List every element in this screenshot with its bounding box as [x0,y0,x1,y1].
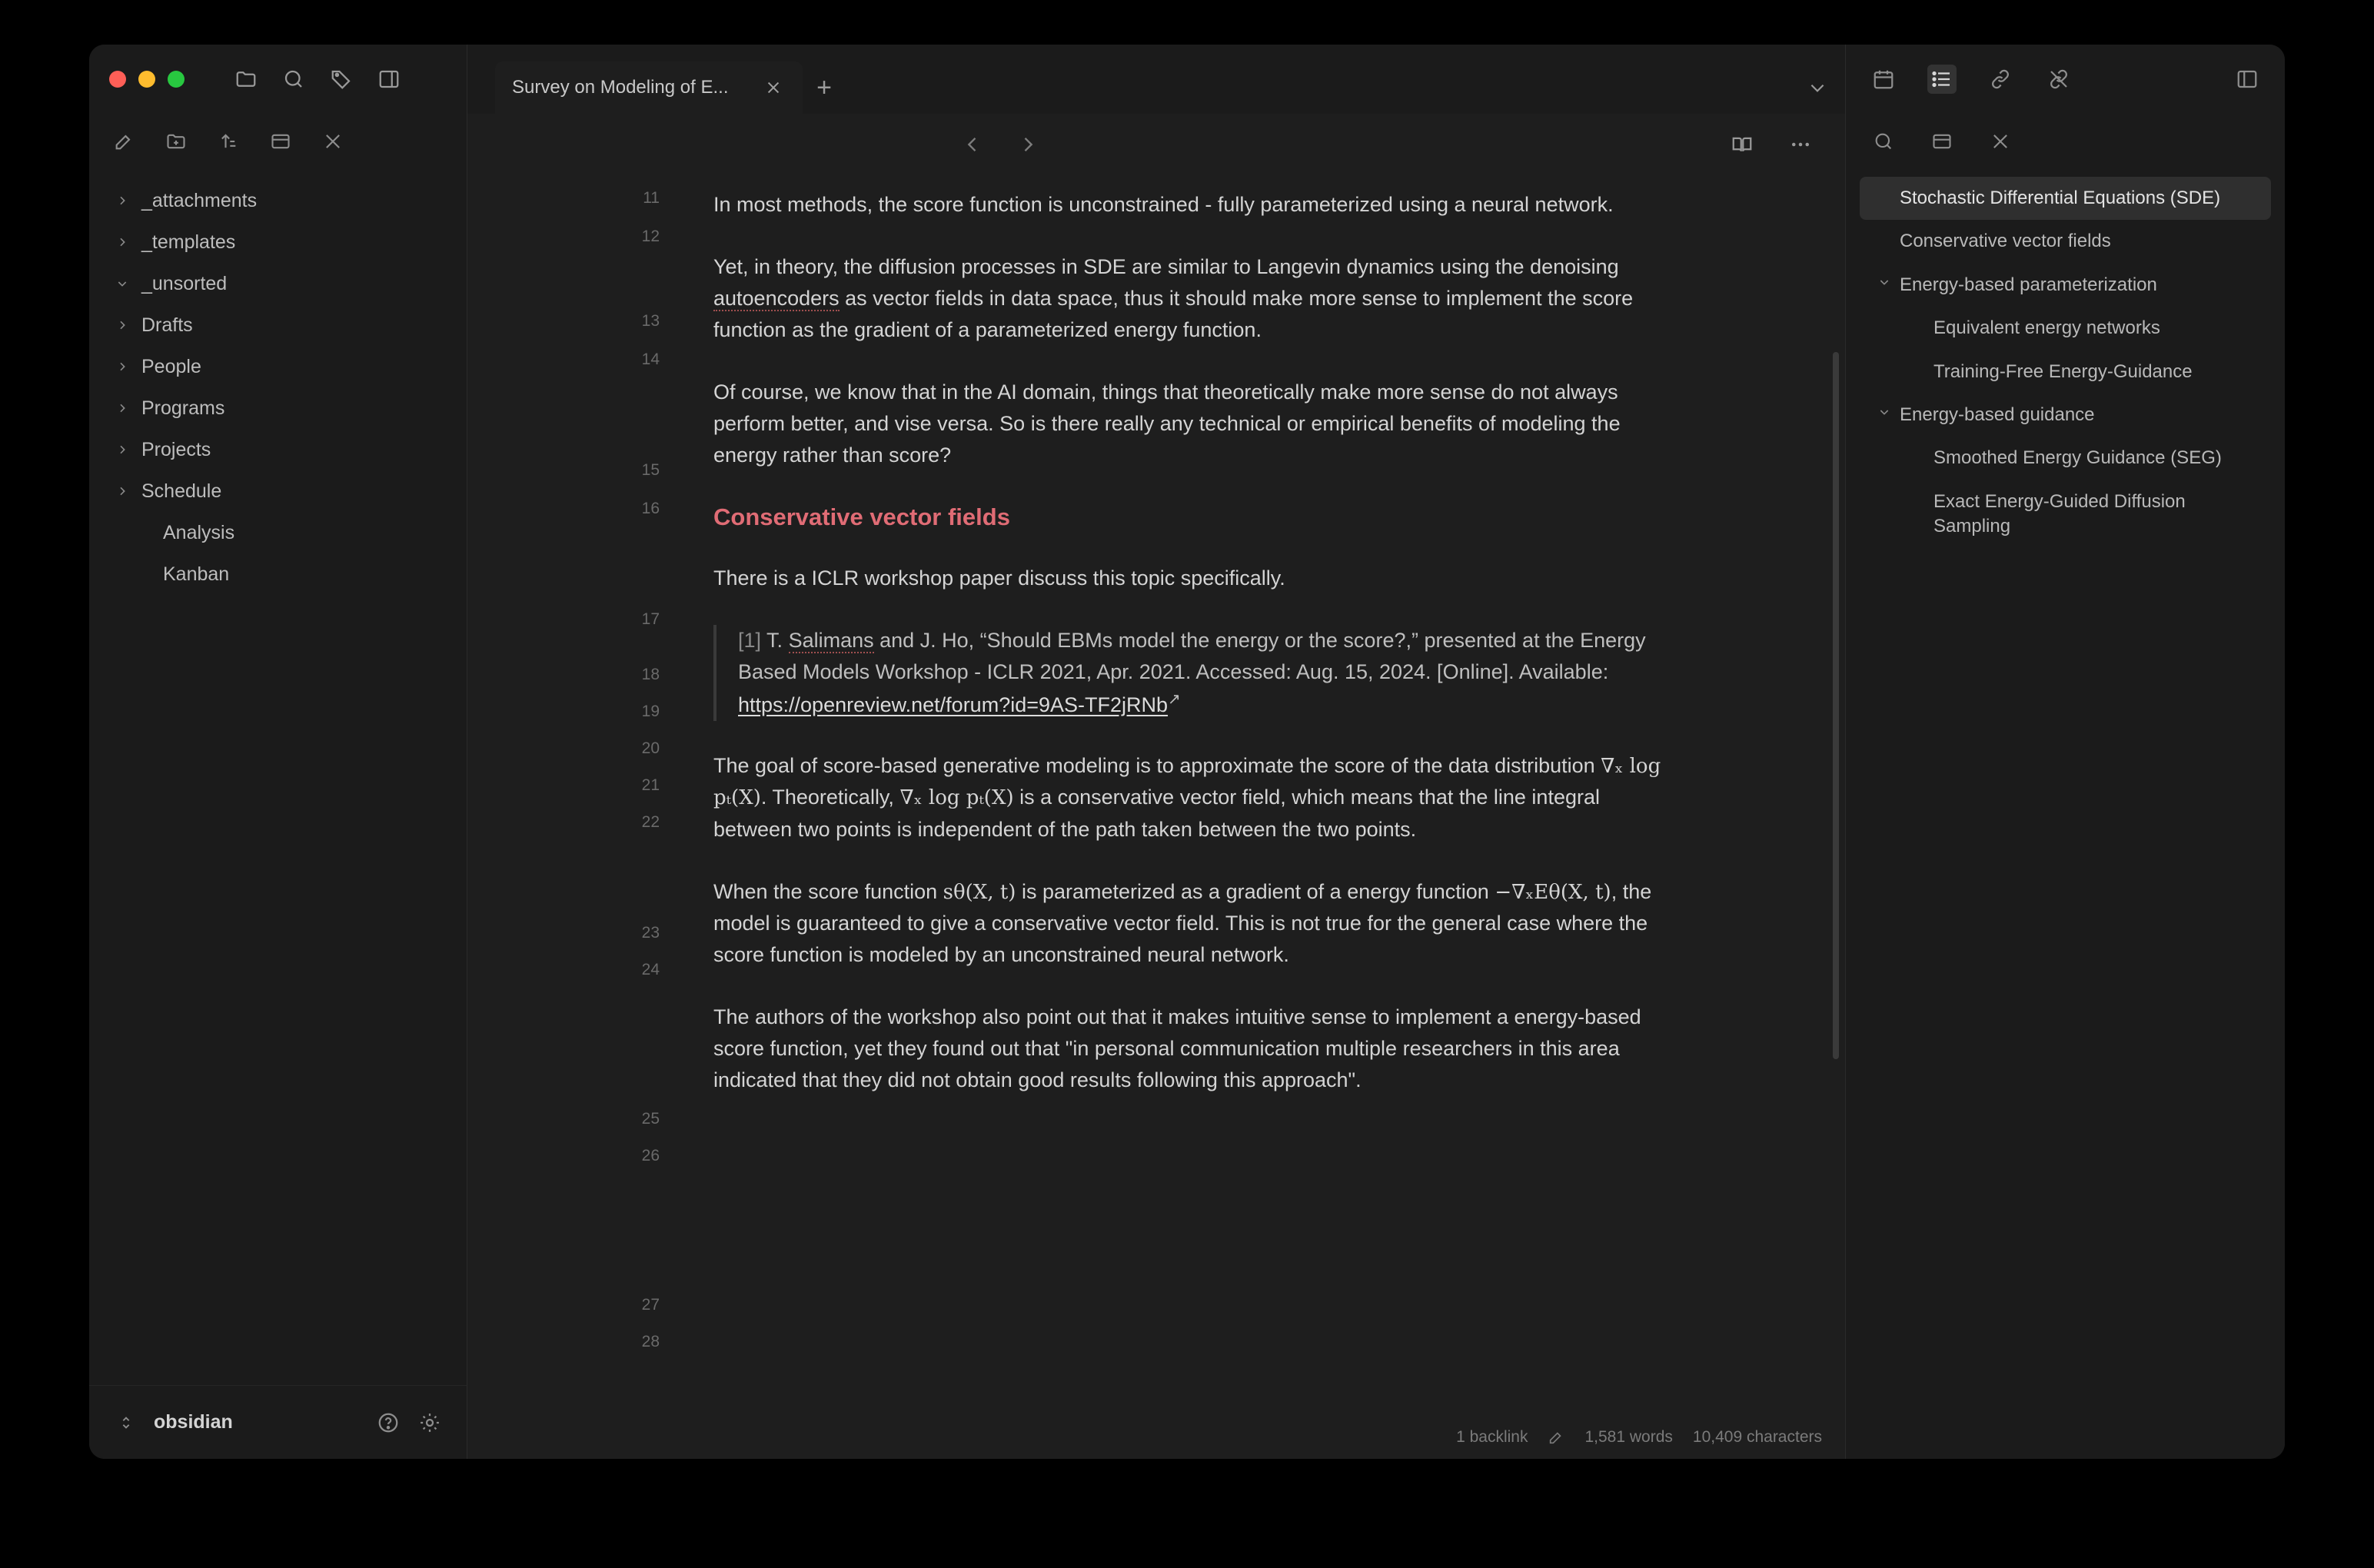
main-area [467,45,1845,1459]
paragraph-text: is a conservative vector field, which means that the line integral between two points is independent of the path taken between the two points. [713,786,1600,841]
obsidian-window [89,45,2285,1459]
line-number: 18 [641,666,660,683]
line-number: 19 [641,703,660,720]
folder-icon[interactable] [232,65,260,93]
external-link-icon: ↗ [1168,690,1181,708]
new-note-icon[interactable] [111,128,137,154]
new-tab-button[interactable]: + [816,72,832,102]
chevron-down-icon[interactable] [1874,273,1895,288]
close-icon[interactable] [761,75,786,100]
outline-item-label: Energy-based parameterization [1900,274,2157,295]
paragraph: Of course, we know that in the AI domain, things that theoretically make more sense do not always perform better, and vise versa. So is there really any technical or empirical benefits of modeling the energy rather than score? [713,380,1621,467]
tree-item-programs[interactable] [89,387,467,429]
toggle-left-sidebar-icon[interactable] [375,65,403,93]
tree-item-people[interactable] [89,346,467,387]
navigation-arrows [959,131,1041,158]
line-number: 15 [641,461,660,479]
document-toolbar-right [1728,131,1814,158]
line-number: 24 [641,961,660,978]
new-folder-icon[interactable] [163,128,189,154]
search-icon[interactable] [1869,127,1898,156]
outline-item-training-free-energy-guidance[interactable] [1860,350,2271,394]
chevron-right-icon[interactable] [111,480,134,503]
tree-item-label: Schedule [141,480,222,502]
outline-item-label: Conservative vector fields [1900,231,2111,252]
arrow-right-icon[interactable] [1015,131,1041,158]
tree-item-label: Analysis [163,521,235,543]
paragraph-text: , the model is guaranteed to give a conservative vector field. This is not true for the general case where the score function is modeled by an unconstrained neural network. [713,879,1652,967]
outline-item-label: Stochastic Differential Equations (SDE) [1900,188,2221,208]
file-tree[interactable] [89,169,467,1385]
collapse-icon[interactable] [1927,127,1957,156]
paragraph: There is a ICLR workshop paper discuss this topic specifically. [713,566,1285,590]
outline-icon[interactable] [1927,65,1957,94]
paragraph-text: The goal of score-based generative modeling is to approximate the score of the data distribution [713,753,1601,777]
close-icon[interactable] [1986,127,2015,156]
outgoing-links-icon[interactable] [2044,65,2073,94]
paragraph: The authors of the workshop also point out that it makes intuitive sense to implement a energy-based score function, yet they found out that "in personal communication multiple researchers in this area indicated that they did not obtain good results following this approach". [713,1005,1641,1092]
editor[interactable] [467,175,1845,1459]
window-controls[interactable] [109,71,185,88]
line-number: 21 [641,776,660,794]
tab-bar [467,45,1845,114]
tree-item-analysis[interactable] [89,512,467,553]
chevron-right-icon[interactable] [111,189,134,212]
outline-item-energy-based-parameterization[interactable] [1860,264,2271,307]
line-number: 17 [641,610,660,628]
line-number: 12 [641,228,660,245]
paragraph-text: as vector fields in data space, thus it should make more sense to implement the score function as the gradient of a parameterized energy function. [713,287,1634,342]
line-number: 27 [641,1296,660,1314]
misspelled-word: autoencoders [713,287,840,311]
vault-name[interactable]: obsidian [154,1411,233,1433]
outline-panel[interactable] [1846,169,2285,556]
inline-math: ∇ₓ log pₜ(X) [899,786,1014,810]
citation-text: T. [761,628,789,652]
help-icon[interactable] [374,1409,402,1437]
paragraph: In most methods, the score function is unconstrained - fully parameterized using a neural network. [713,193,1614,216]
outline-item-smoothed-energy-guidance[interactable] [1860,437,2271,480]
inline-math: ∇ₓ log pₜ(X) [713,754,1661,810]
line-number: 11 [643,189,660,207]
tree-item-projects[interactable] [89,429,467,470]
chevron-right-icon[interactable] [111,314,134,337]
line-number: 26 [641,1147,660,1164]
backlink-count[interactable]: 1 backlink [1456,1428,1528,1446]
gear-icon[interactable] [416,1409,444,1437]
right-sidebar-titlebar [1846,45,2285,114]
outline-item-sde[interactable] [1860,177,2271,220]
outline-item-label: Equivalent energy networks [1933,317,2160,339]
tree-item-templates[interactable] [89,221,467,263]
tab-active[interactable] [495,61,803,114]
chevron-right-icon[interactable] [111,355,134,378]
outline-item-label: Energy-based guidance [1900,404,2095,425]
sidebar-titlebar [89,45,467,114]
outline-item-label: Smoothed Energy Guidance (SEG) [1933,447,2222,469]
document-content[interactable] [698,175,1713,1459]
calendar-icon[interactable] [1869,65,1898,94]
chevron-right-icon[interactable] [111,397,134,420]
document-toolbar [467,114,1845,175]
outline-item-energy-based-guidance[interactable] [1860,394,2271,437]
sidebar-footer [89,1385,467,1459]
maximize-window-button[interactable] [168,71,185,88]
citation-blockquote [713,625,1667,721]
tree-item-label: Programs [141,397,225,419]
line-number: 20 [641,739,660,757]
sort-icon[interactable] [215,128,241,154]
tree-item-label: People [141,355,201,377]
tree-item-kanban[interactable] [89,553,467,595]
backlinks-icon[interactable] [1986,65,2015,94]
paragraph-text: is parameterized as a gradient of a energy function [1016,879,1495,903]
chevron-down-icon[interactable] [1874,403,1895,418]
chevron-right-icon[interactable] [111,231,134,254]
paragraph-text: . Theoretically, [760,786,900,809]
paragraph-text: Yet, in theory, the diffusion processes in SDE are similar to Langevin dynamics using the denoising [713,255,1619,279]
tree-item-label: _attachments [141,189,258,211]
vertical-scrollbar[interactable] [1833,352,1839,1059]
chevron-down-icon[interactable] [111,272,134,295]
tree-item-drafts[interactable] [89,304,467,346]
book-icon[interactable] [1728,131,1756,158]
line-number: 25 [641,1110,660,1128]
inline-math: sθ(X, t) [943,880,1016,904]
outline-item-equivalent-energy-networks[interactable] [1860,307,2271,350]
tree-item-unsorted[interactable] [89,263,467,304]
tag-icon[interactable] [328,65,355,93]
toggle-right-sidebar-icon[interactable] [2233,65,2262,94]
status-bar [1456,1428,1822,1447]
line-number-gutter [467,175,698,1459]
editor-scroll-container[interactable] [467,175,1845,1459]
outline-item-exact-energy-guided-diffusion-sampling[interactable] [1860,480,2271,549]
line-number: 28 [641,1333,660,1350]
collapse-icon[interactable] [268,128,294,154]
chevron-down-icon[interactable] [1790,61,1845,114]
pencil-icon[interactable] [1548,1429,1564,1446]
right-sidebar-toolbar [1846,114,2285,169]
line-number: 16 [641,500,660,517]
inline-math: −∇ₓEθ(X, t) [1495,880,1611,904]
outline-item-conservative-vector-fields[interactable] [1860,220,2271,263]
paragraph [713,876,1667,972]
citation-number: [1] [738,628,762,652]
external-link[interactable]: https://openreview.net/forum?id=9AS-TF2jRNb [738,693,1169,716]
line-number: 22 [641,813,660,831]
vault-switcher-icon[interactable] [112,1409,140,1437]
arrow-left-icon[interactable] [959,131,986,158]
tree-item-label: _templates [141,231,236,253]
right-sidebar [1845,45,2285,1459]
line-number: 23 [641,924,660,942]
outline-item-label: Exact Energy-Guided Diffusion Sampling [1933,490,2186,537]
line-number: 13 [641,312,660,330]
outline-item-label: Training-Free Energy-Guidance [1933,360,2193,382]
tree-item-label: _unsorted [141,272,228,294]
character-count: 10,409 characters [1692,1428,1822,1446]
close-window-button[interactable] [109,71,126,88]
left-sidebar [89,45,467,1459]
section-heading: Conservative vector fields [713,503,1010,531]
paragraph-text: When the score function [713,879,943,903]
tree-item-label: Projects [141,438,211,460]
tree-item-label: Drafts [141,314,193,336]
paragraph [713,251,1667,346]
sidebar-toolbar [89,114,467,169]
paragraph [713,750,1667,845]
search-icon[interactable] [280,65,308,93]
chevron-right-icon[interactable] [111,438,134,461]
misspelled-word: Salimans [788,628,874,652]
tab-title: Survey on Modeling of E... [512,77,729,98]
citation-text: and J. Ho, “Should EBMs model the energy or the score?,” presented at the Energy Based Models Workshop - ICLR 2021, Apr. 2021. Accessed: Aug. 15, 2024. [Online]. Available: [738,628,1646,683]
tree-item-schedule[interactable] [89,470,467,512]
tree-item-attachments[interactable] [89,180,467,221]
tree-item-label: Kanban [163,563,230,585]
line-number: 14 [641,350,660,368]
minimize-window-button[interactable] [138,71,155,88]
close-all-icon[interactable] [320,128,346,154]
more-options-icon[interactable] [1787,131,1814,158]
word-count: 1,581 words [1584,1428,1673,1446]
